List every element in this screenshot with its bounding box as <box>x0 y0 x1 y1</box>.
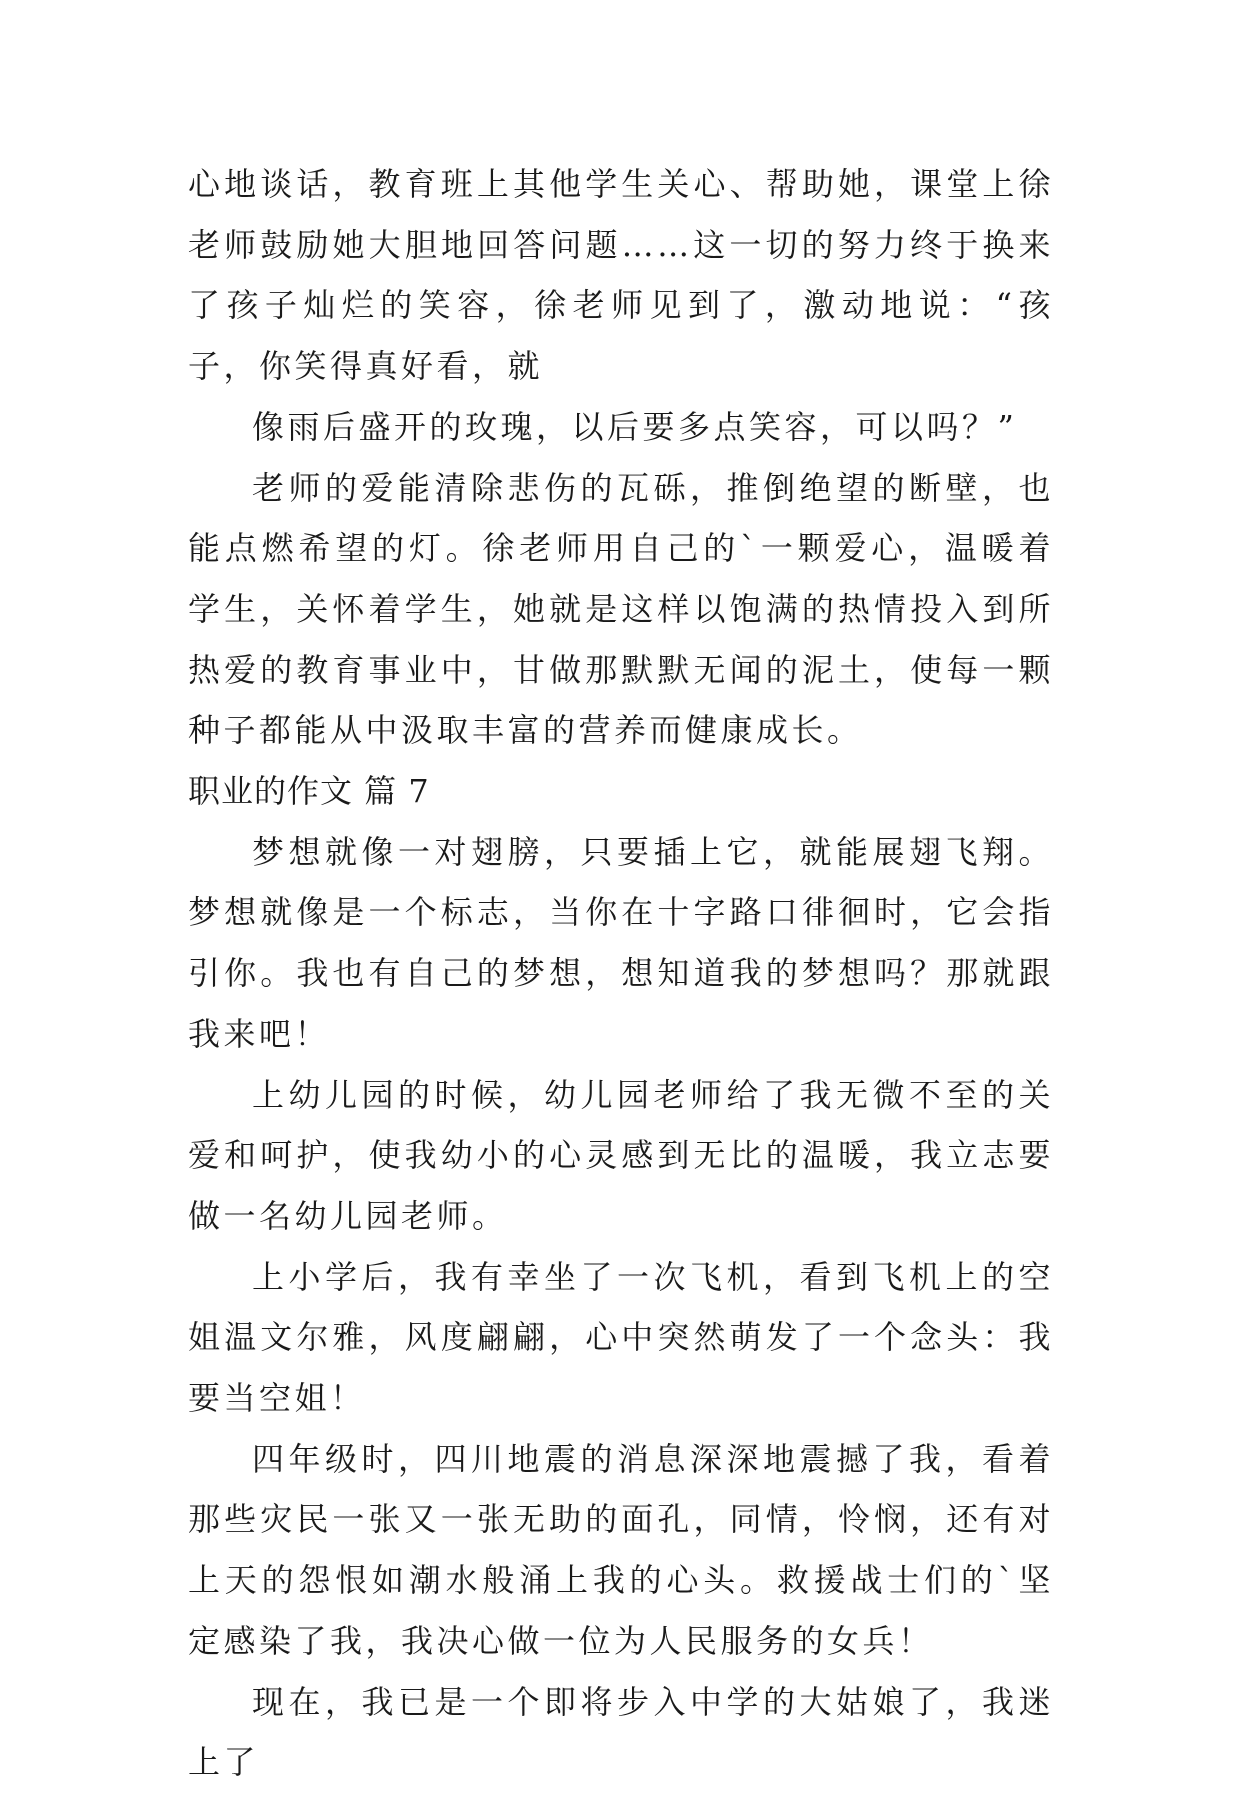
paragraph: 现在，我已是一个即将步入中学的大姑娘了，我迷上了 <box>188 1682 1054 1782</box>
paragraph: 上幼儿园的时候，幼儿园老师给了我无微不至的关爱和呵护，使我幼小的心灵感到无比的温暖，我立志要做一名幼儿园老师。 <box>188 1075 1054 1235</box>
paragraph: 四年级时，四川地震的消息深深地震撼了我，看着那些灾民一张又一张无助的面孔，同情，怜悯，还有对上天的怨恨如潮水般涌上我的心头。救援战士们的`坚定感染了我，我决心做一位为人民服务的女兵！ <box>188 1439 1054 1660</box>
paragraph: 老师的爱能清除悲伤的瓦砾，推倒绝望的断壁，也能点燃希望的灯。徐老师用自己的`一颗爱心，温暖着学生，关怀着学生，她就是这样以饱满的热情投入到所热爱的教育事业中，甘做那默默无闻的泥土，使每一颗种子都能从中汲取丰富的营养而健康成长。 <box>188 468 1054 750</box>
paragraph-continued: 心地谈话，教育班上其他学生关心、帮助她，课堂上徐老师鼓励她大胆地回答问题……这一切的努力终于换来了孩子灿烂的笑容，徐老师见到了，激动地说：“孩子，你笑得真好看，就 <box>188 165 1054 386</box>
paragraph: 梦想就像一对翅膀，只要插上它，就能展翅飞翔。梦想就像是一个标志，当你在十字路口徘徊时，它会指引你。我也有自己的梦想，想知道我的梦想吗？那就跟我来吧！ <box>188 832 1054 1053</box>
section-heading: 职业的作文 篇 7 <box>188 772 430 811</box>
paragraph: 上小学后，我有幸坐了一次飞机，看到飞机上的空姐温文尔雅，风度翩翩，心中突然萌发了一个念头：我要当空姐！ <box>188 1257 1054 1418</box>
document-body <box>188 154 1054 1793</box>
paragraph: 像雨后盛开的玫瑰，以后要多点笑容，可以吗？” <box>252 407 1018 446</box>
